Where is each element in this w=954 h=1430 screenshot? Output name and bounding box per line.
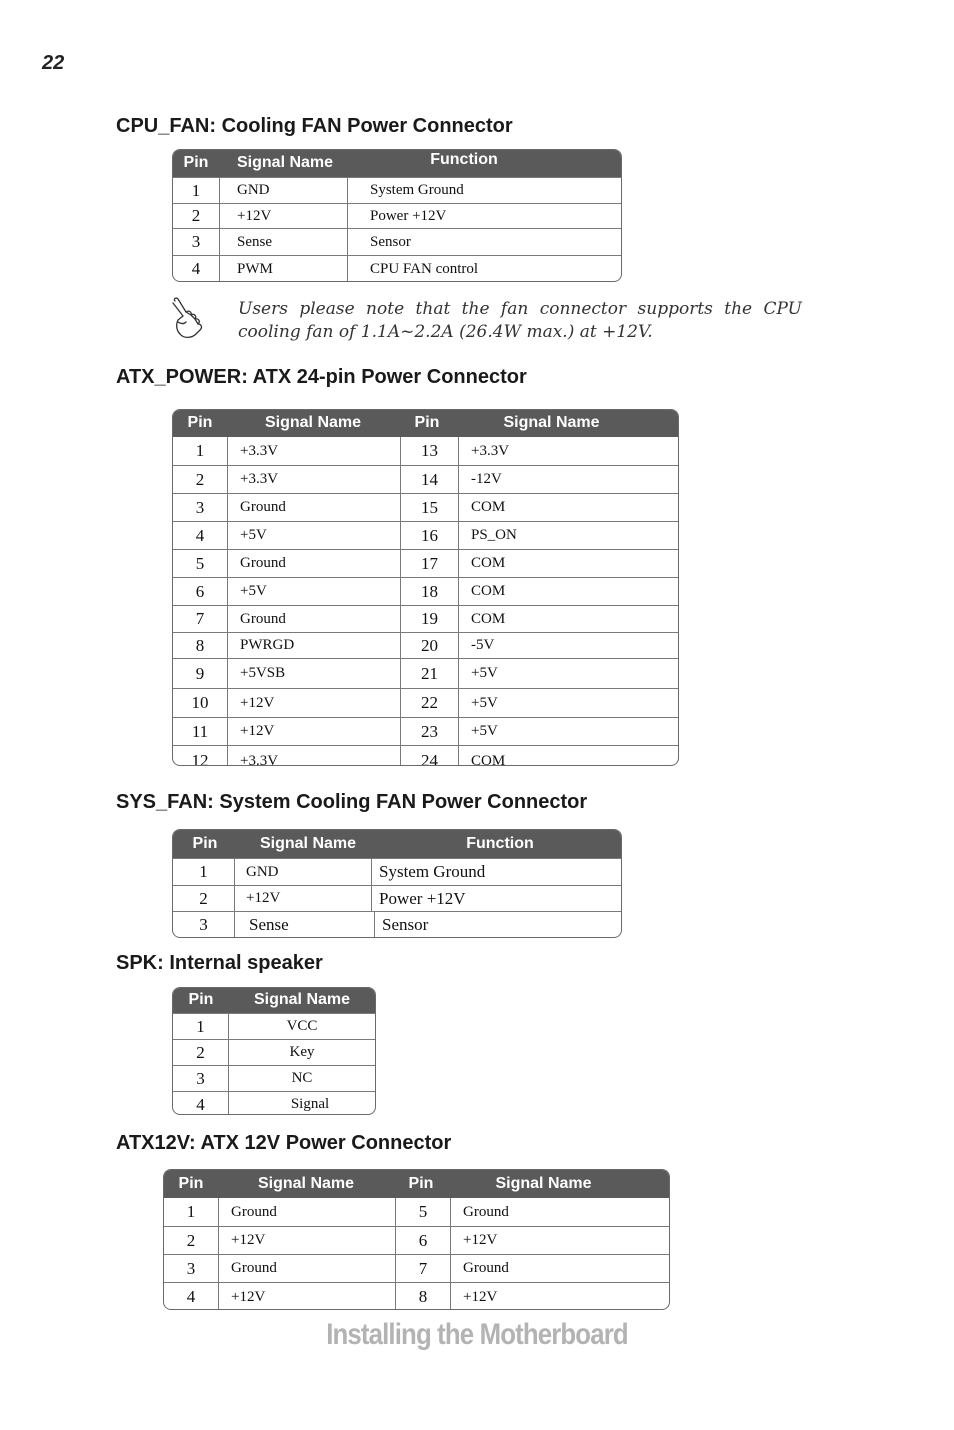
signal-cell: -5V <box>458 633 678 658</box>
pin-cell: 8 <box>195 635 205 655</box>
table-header <box>173 830 621 858</box>
atx12v-table <box>163 1169 670 1310</box>
atx12v-title: ATX12V: ATX 12V Power Connector <box>116 1132 452 1154</box>
header-pin: Pin <box>414 414 440 431</box>
signal-cell: PS_ON <box>458 522 678 549</box>
table-row <box>173 493 678 521</box>
signal-cell: +5VSB <box>227 659 400 688</box>
spk-title: SPK: Internal speaker <box>116 952 323 974</box>
signal-cell: +12V <box>450 1227 669 1254</box>
pin-cell: 1 <box>199 862 208 881</box>
signal-cell: +3.3V <box>227 437 400 465</box>
header-pin: Pin <box>192 834 218 852</box>
pin-cell: 17 <box>400 550 458 577</box>
signal-cell: Ground <box>450 1198 669 1226</box>
pin-cell: 8 <box>395 1283 450 1310</box>
signal-cell: +5V <box>227 578 400 605</box>
header-signal-name: Signal Name <box>495 1174 592 1192</box>
signal-cell: NC <box>228 1066 375 1091</box>
footer-title: Installing the Motherboard <box>326 1318 628 1351</box>
signal-cell: +3.3V <box>227 466 400 493</box>
header-pin: Pin <box>188 991 214 1008</box>
signal-cell: COM <box>458 606 678 632</box>
signal-cell: GND <box>219 178 347 203</box>
sys-fan-table <box>172 829 622 938</box>
table-row <box>173 549 678 577</box>
signal-cell: +12V <box>234 886 371 911</box>
table-row <box>173 605 678 632</box>
signal-cell: COM <box>458 494 678 521</box>
signal-cell: -12V <box>458 466 678 493</box>
table-header <box>164 1170 669 1198</box>
pin-cell: 20 <box>400 633 458 658</box>
signal-cell: +12V <box>227 718 400 745</box>
signal-cell: Signal <box>228 1092 375 1115</box>
function-cell: Power +12V <box>347 204 621 228</box>
pin-cell: 2 <box>186 1230 196 1250</box>
pin-cell: 2 <box>196 1042 205 1062</box>
table-row <box>173 1091 375 1115</box>
header-signal-name: Signal Name <box>503 414 600 431</box>
header-pin: Pin <box>408 1174 434 1192</box>
table-row <box>173 911 621 938</box>
table-row <box>173 255 621 282</box>
pin-cell: 18 <box>400 578 458 605</box>
table-row <box>173 437 678 465</box>
header-signal-name: Signal Name <box>264 414 362 431</box>
signal-cell: +12V <box>218 1227 395 1254</box>
function-cell: System Ground <box>371 859 621 885</box>
signal-cell: Ground <box>218 1255 395 1282</box>
table-row <box>164 1226 669 1254</box>
table-row <box>173 203 621 228</box>
table-row <box>173 521 678 549</box>
sys-fan-title: SYS_FAN: System Cooling FAN Power Connector <box>116 791 588 813</box>
atx12v-rows <box>164 1198 669 1310</box>
signal-cell: Key <box>228 1040 375 1065</box>
table-row <box>173 885 621 911</box>
signal-cell: +3.3V <box>458 437 678 465</box>
pin-cell: 21 <box>400 659 458 688</box>
signal-cell: VCC <box>228 1014 375 1039</box>
header-function: Function <box>430 151 498 168</box>
pin-cell: 2 <box>195 469 205 489</box>
pin-cell: 1 <box>196 1016 205 1036</box>
signal-cell: +12V <box>450 1283 669 1310</box>
table-row <box>164 1254 669 1282</box>
table-row <box>173 632 678 658</box>
pin-cell: 12 <box>191 751 209 766</box>
cpu-fan-table <box>172 149 622 282</box>
pin-cell: 4 <box>191 259 201 278</box>
pin-cell: 5 <box>195 553 205 573</box>
pin-cell: 15 <box>400 494 458 521</box>
spk-table <box>172 987 376 1115</box>
table-row <box>173 465 678 493</box>
signal-cell: +12V <box>227 689 400 717</box>
atx-power-table <box>172 409 679 766</box>
header-signal-name: Signal Name <box>257 1174 355 1192</box>
pin-cell: 14 <box>400 466 458 493</box>
pin-cell: 2 <box>191 206 201 225</box>
table-row <box>173 1039 375 1065</box>
table-row <box>173 1065 375 1091</box>
function-cell: Sensor <box>347 229 621 255</box>
header-signal-name: Signal Name <box>253 991 351 1008</box>
signal-cell: +12V <box>219 204 347 228</box>
table-row <box>173 577 678 605</box>
header-pin: Pin <box>183 154 209 171</box>
function-cell: Power +12V <box>371 886 621 911</box>
pin-cell: 11 <box>191 721 209 741</box>
signal-cell: +5V <box>458 689 678 717</box>
header-pin: Pin <box>187 414 213 431</box>
pin-cell: 7 <box>395 1255 450 1282</box>
signal-cell: Ground <box>218 1198 395 1226</box>
table-header <box>173 988 375 1013</box>
pin-cell: 2 <box>199 888 208 908</box>
atx-power-rows <box>173 437 678 766</box>
signal-cell: COM <box>458 550 678 577</box>
table-header <box>173 150 621 177</box>
table-row <box>173 858 621 885</box>
function-cell: System Ground <box>347 178 621 203</box>
table-row <box>164 1282 669 1310</box>
signal-cell: +5V <box>227 522 400 549</box>
pin-cell: 13 <box>400 437 458 465</box>
header-signal-name: Signal Name <box>237 154 334 171</box>
pin-cell: 6 <box>195 581 205 601</box>
table-row <box>173 658 678 688</box>
function-cell: CPU FAN control <box>347 256 621 282</box>
pin-cell: 6 <box>395 1227 450 1254</box>
signal-cell: +5V <box>458 659 678 688</box>
signal-cell: COM <box>458 746 678 766</box>
signal-cell: Ground <box>227 550 400 577</box>
signal-cell: PWRGD <box>227 633 400 658</box>
pin-cell: 1 <box>191 180 201 200</box>
table-row <box>173 1013 375 1039</box>
signal-cell: GND <box>234 859 371 885</box>
pin-cell: 9 <box>195 663 205 683</box>
pin-cell: 3 <box>199 915 208 934</box>
pointing-hand-icon <box>168 296 212 342</box>
pin-cell: 22 <box>400 689 458 717</box>
pin-cell: 19 <box>400 606 458 632</box>
table-row <box>173 228 621 255</box>
pin-cell: 3 <box>196 1068 205 1088</box>
signal-cell: +3.3V <box>227 746 400 766</box>
signal-cell: Ground <box>227 606 400 632</box>
pin-cell: 4 <box>186 1287 196 1306</box>
table-header <box>173 410 678 437</box>
pin-cell: 3 <box>191 232 201 251</box>
cpu-fan-title: CPU_FAN: Cooling FAN Power Connector <box>116 115 513 137</box>
pin-cell: 3 <box>186 1258 196 1278</box>
signal-cell: PWM <box>219 256 347 282</box>
signal-cell: Ground <box>227 494 400 521</box>
pin-cell: 16 <box>400 522 458 549</box>
pin-cell: 4 <box>195 525 205 545</box>
signal-cell: COM <box>458 578 678 605</box>
atx-power-title: ATX_POWER: ATX 24-pin Power Connector <box>116 366 527 388</box>
signal-cell: +12V <box>218 1283 395 1310</box>
pin-cell: 1 <box>186 1202 196 1221</box>
pin-cell: 10 <box>191 693 209 712</box>
function-cell: Sensor <box>374 912 621 938</box>
header-signal-name: Signal Name <box>259 834 357 852</box>
pin-cell: 3 <box>195 497 205 517</box>
table-row <box>173 177 621 203</box>
pin-cell: 4 <box>196 1094 205 1114</box>
table-row <box>164 1198 669 1226</box>
signal-cell: Sense <box>219 229 347 255</box>
pin-cell: 7 <box>195 609 205 628</box>
pin-cell: 23 <box>400 718 458 745</box>
pin-cell: 24 <box>400 746 458 766</box>
table-row <box>173 688 678 717</box>
signal-cell: Ground <box>450 1255 669 1282</box>
header-function: Function <box>466 834 534 852</box>
table-row <box>173 745 678 766</box>
signal-cell: Sense <box>234 912 374 938</box>
pin-cell: 1 <box>195 441 205 460</box>
signal-cell: +5V <box>458 718 678 745</box>
page-number: 22 <box>42 52 65 74</box>
table-row <box>173 717 678 745</box>
pin-cell: 5 <box>395 1198 450 1226</box>
fan-note: Users please note that the fan connector supports the CPU cooling fan of 1.1A~2.2A (26.4W max.) at +12V. <box>238 299 802 342</box>
header-pin: Pin <box>178 1174 204 1192</box>
